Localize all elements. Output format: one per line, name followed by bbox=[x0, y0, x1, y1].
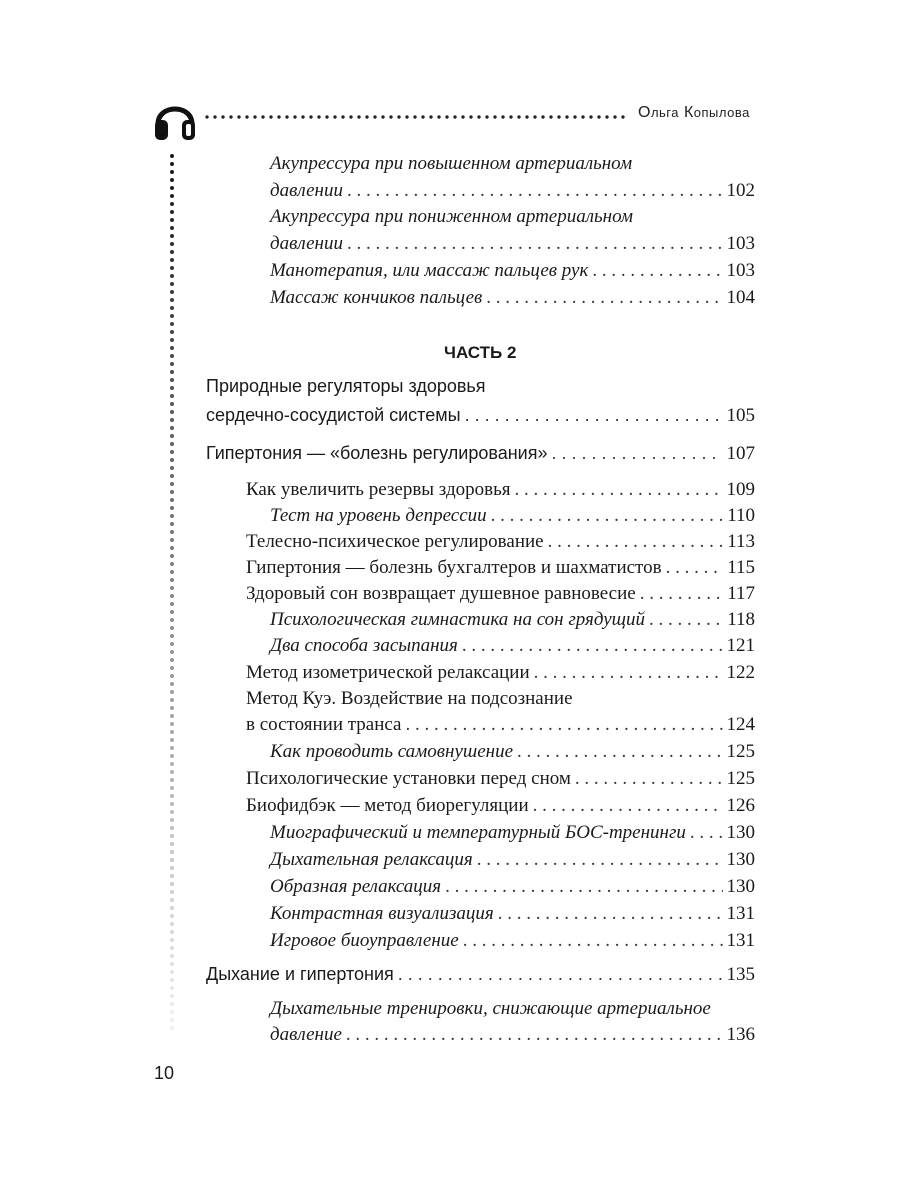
toc-page-number: 102 bbox=[726, 180, 755, 201]
header-dotted-rule bbox=[203, 115, 627, 119]
toc-page-number: 124 bbox=[726, 714, 755, 735]
margin-dot bbox=[170, 402, 174, 406]
margin-dot bbox=[170, 514, 174, 518]
toc-page-number: 125 bbox=[726, 768, 755, 789]
toc-page-number: 126 bbox=[726, 795, 755, 816]
margin-dot bbox=[170, 890, 174, 894]
margin-dot bbox=[170, 522, 174, 526]
toc-subsection: Образная релаксация . . . 130 bbox=[270, 876, 755, 898]
margin-dot bbox=[170, 530, 174, 534]
toc-subsection: Игровое биоуправление . . . 131 bbox=[270, 930, 755, 952]
margin-dot bbox=[170, 834, 174, 838]
toc-page-number: 130 bbox=[726, 849, 755, 870]
margin-dot bbox=[170, 258, 174, 262]
margin-dot bbox=[170, 770, 174, 774]
margin-dot bbox=[170, 586, 174, 590]
toc-page-number: 131 bbox=[726, 930, 755, 951]
toc-page-number: 105 bbox=[726, 405, 755, 426]
toc-entry: давлении . . . 102 bbox=[270, 180, 755, 202]
margin-dot bbox=[170, 162, 174, 166]
margin-dot bbox=[170, 426, 174, 430]
toc-section: Гипертония — болезнь бухгалтеров и шахматистов . . . 115 bbox=[246, 557, 755, 579]
toc-section: в состоянии транса . . . 124 bbox=[246, 714, 755, 736]
toc-page-number: 109 bbox=[726, 479, 755, 500]
margin-dot bbox=[170, 218, 174, 222]
toc-subsection: Контрастная визуализация . . . 131 bbox=[270, 903, 755, 925]
margin-dot bbox=[170, 354, 174, 358]
margin-dot bbox=[170, 818, 174, 822]
margin-dot bbox=[170, 562, 174, 566]
margin-dot bbox=[170, 298, 174, 302]
margin-dot bbox=[170, 802, 174, 806]
toc-page-number: 113 bbox=[727, 531, 755, 552]
toc-section: Здоровый сон возвращает душевное равновесие . . . 117 bbox=[246, 583, 755, 605]
margin-dot bbox=[170, 706, 174, 710]
page-number: 10 bbox=[154, 1063, 175, 1083]
margin-dot bbox=[170, 1026, 174, 1030]
toc-section: Метод изометрической релаксации . . . 122 bbox=[246, 662, 755, 684]
margin-dot bbox=[170, 826, 174, 830]
toc-page-number: 107 bbox=[726, 443, 755, 464]
toc-entry: давлении . . . 103 bbox=[270, 233, 755, 255]
margin-dot bbox=[170, 666, 174, 670]
margin-dot bbox=[170, 650, 174, 654]
toc-section-title: Метод Куэ. Воздействие на подсознание bbox=[246, 688, 573, 709]
toc-page-number: 122 bbox=[726, 662, 755, 683]
margin-dot bbox=[170, 290, 174, 294]
page-header bbox=[0, 0, 900, 150]
margin-dot bbox=[170, 498, 174, 502]
margin-dot bbox=[170, 450, 174, 454]
margin-dot bbox=[170, 314, 174, 318]
margin-dot bbox=[170, 874, 174, 878]
margin-dot bbox=[170, 778, 174, 782]
part-heading: ЧАСТЬ 2 bbox=[444, 343, 517, 362]
margin-dot bbox=[170, 234, 174, 238]
margin-dot bbox=[170, 850, 174, 854]
toc-page-number: 136 bbox=[726, 1024, 755, 1045]
margin-dot bbox=[170, 786, 174, 790]
margin-dot bbox=[170, 882, 174, 886]
margin-dot bbox=[170, 322, 174, 326]
margin-dot bbox=[170, 154, 174, 158]
margin-dot bbox=[170, 914, 174, 918]
toc-page-number: 104 bbox=[726, 287, 755, 308]
toc-subsection: Два способа засыпания . . . 121 bbox=[270, 635, 755, 657]
margin-dotted-rule bbox=[170, 154, 174, 1039]
toc-chapter: сердечно-сосудистой системы . . . 105 bbox=[206, 405, 755, 427]
toc-subsection-title: Дыхательные тренировки, снижающие артериальное bbox=[270, 998, 711, 1019]
margin-dot bbox=[170, 266, 174, 270]
toc-subsection: Тест на уровень депрессии . . . 110 bbox=[270, 505, 755, 527]
margin-dot bbox=[170, 394, 174, 398]
margin-dot bbox=[170, 682, 174, 686]
margin-dot bbox=[170, 690, 174, 694]
margin-dot bbox=[170, 466, 174, 470]
margin-dot bbox=[170, 338, 174, 342]
margin-dot bbox=[170, 970, 174, 974]
toc-section: Как увеличить резервы здоровья . . . 109 bbox=[246, 479, 755, 501]
toc-page-number: 115 bbox=[727, 557, 755, 578]
margin-dot bbox=[170, 386, 174, 390]
margin-dot bbox=[170, 242, 174, 246]
margin-dot bbox=[170, 346, 174, 350]
margin-dot bbox=[170, 618, 174, 622]
margin-dot bbox=[170, 202, 174, 206]
margin-dot bbox=[170, 754, 174, 758]
toc-section: Телесно-психическое регулирование . . . 113 bbox=[246, 531, 755, 553]
margin-dot bbox=[170, 962, 174, 966]
toc-entry: Массаж кончиков пальцев . . . 104 bbox=[270, 287, 755, 309]
toc-subsection: Дыхательная релаксация . . . 130 bbox=[270, 849, 755, 871]
margin-dot bbox=[170, 994, 174, 998]
margin-dot bbox=[170, 738, 174, 742]
margin-dot bbox=[170, 1010, 174, 1014]
margin-dot bbox=[170, 714, 174, 718]
toc-page-number: 117 bbox=[727, 583, 755, 604]
margin-dot bbox=[170, 170, 174, 174]
margin-dot bbox=[170, 362, 174, 366]
margin-dot bbox=[170, 730, 174, 734]
margin-dot bbox=[170, 418, 174, 422]
margin-dot bbox=[170, 306, 174, 310]
toc-page-number: 131 bbox=[726, 903, 755, 924]
margin-dot bbox=[170, 442, 174, 446]
margin-dot bbox=[170, 1002, 174, 1006]
toc-page-number: 110 bbox=[727, 505, 755, 526]
margin-dot bbox=[170, 674, 174, 678]
margin-dot bbox=[170, 602, 174, 606]
margin-dot bbox=[170, 490, 174, 494]
margin-dot bbox=[170, 922, 174, 926]
toc-page-number: 125 bbox=[726, 741, 755, 762]
toc-page-number: 118 bbox=[727, 609, 755, 630]
margin-dot bbox=[170, 330, 174, 334]
margin-dot bbox=[170, 642, 174, 646]
margin-dot bbox=[170, 610, 174, 614]
margin-dot bbox=[170, 378, 174, 382]
margin-dot bbox=[170, 906, 174, 910]
margin-dot bbox=[170, 978, 174, 982]
margin-dot bbox=[170, 226, 174, 230]
toc-page-number: 135 bbox=[726, 964, 755, 985]
margin-dot bbox=[170, 794, 174, 798]
toc-section: Психологические установки перед сном . . . 125 bbox=[246, 768, 755, 790]
margin-dot bbox=[170, 538, 174, 542]
toc-entry: Манотерапия, или массаж пальцев рук . . . 103 bbox=[270, 260, 755, 282]
margin-dot bbox=[170, 634, 174, 638]
toc-subsection: давление . . . 136 bbox=[270, 1024, 755, 1046]
toc-chapter: Гипертония — «болезнь регулирования» . . . 107 bbox=[206, 443, 755, 465]
margin-dot bbox=[170, 274, 174, 278]
headphones-icon bbox=[153, 94, 197, 142]
margin-dot bbox=[170, 410, 174, 414]
toc-chapter-title: Природные регуляторы здоровья bbox=[206, 376, 486, 396]
toc-subsection: Психологическая гимнастика на сон грядущий . . . 118 bbox=[270, 609, 755, 631]
margin-dot bbox=[170, 930, 174, 934]
margin-dot bbox=[170, 370, 174, 374]
margin-dot bbox=[170, 946, 174, 950]
author-name: Ольга Копылова bbox=[638, 104, 750, 121]
margin-dot bbox=[170, 762, 174, 766]
margin-dot bbox=[170, 626, 174, 630]
margin-dot bbox=[170, 938, 174, 942]
margin-dot bbox=[170, 282, 174, 286]
margin-dot bbox=[170, 842, 174, 846]
toc-page-number: 130 bbox=[726, 822, 755, 843]
margin-dot bbox=[170, 594, 174, 598]
toc-page-number: 130 bbox=[726, 876, 755, 897]
margin-dot bbox=[170, 482, 174, 486]
margin-dot bbox=[170, 194, 174, 198]
margin-dot bbox=[170, 986, 174, 990]
margin-dot bbox=[170, 458, 174, 462]
margin-dot bbox=[170, 210, 174, 214]
margin-dot bbox=[170, 178, 174, 182]
toc-subsection: Миографический и температурный БОС-тренинги . . . 130 bbox=[270, 822, 755, 844]
margin-dot bbox=[170, 898, 174, 902]
toc-page-number: 103 bbox=[726, 233, 755, 254]
toc-entry-title: Акупрессура при повышенном артериальном bbox=[270, 153, 633, 174]
margin-dot bbox=[170, 746, 174, 750]
margin-dot bbox=[170, 698, 174, 702]
margin-dot bbox=[170, 810, 174, 814]
toc-subsection: Как проводить самовнушение . . . 125 bbox=[270, 741, 755, 763]
margin-dot bbox=[170, 186, 174, 190]
margin-dot bbox=[170, 250, 174, 254]
margin-dot bbox=[170, 658, 174, 662]
toc-page-number: 121 bbox=[726, 635, 755, 656]
margin-dot bbox=[170, 866, 174, 870]
margin-dot bbox=[170, 1018, 174, 1022]
margin-dot bbox=[170, 722, 174, 726]
margin-dot bbox=[170, 546, 174, 550]
margin-dot bbox=[170, 474, 174, 478]
toc-entry-title: Акупрессура при пониженном артериальном bbox=[270, 206, 633, 227]
toc-section: Биофидбэк — метод биорегуляции . . . 126 bbox=[246, 795, 755, 817]
margin-dot bbox=[170, 434, 174, 438]
margin-dot bbox=[170, 570, 174, 574]
toc-page-number: 103 bbox=[726, 260, 755, 281]
margin-dot bbox=[170, 578, 174, 582]
margin-dot bbox=[170, 554, 174, 558]
toc-chapter: Дыхание и гипертония . . . 135 bbox=[206, 964, 755, 986]
margin-dot bbox=[170, 506, 174, 510]
margin-dot bbox=[170, 858, 174, 862]
margin-dot bbox=[170, 954, 174, 958]
